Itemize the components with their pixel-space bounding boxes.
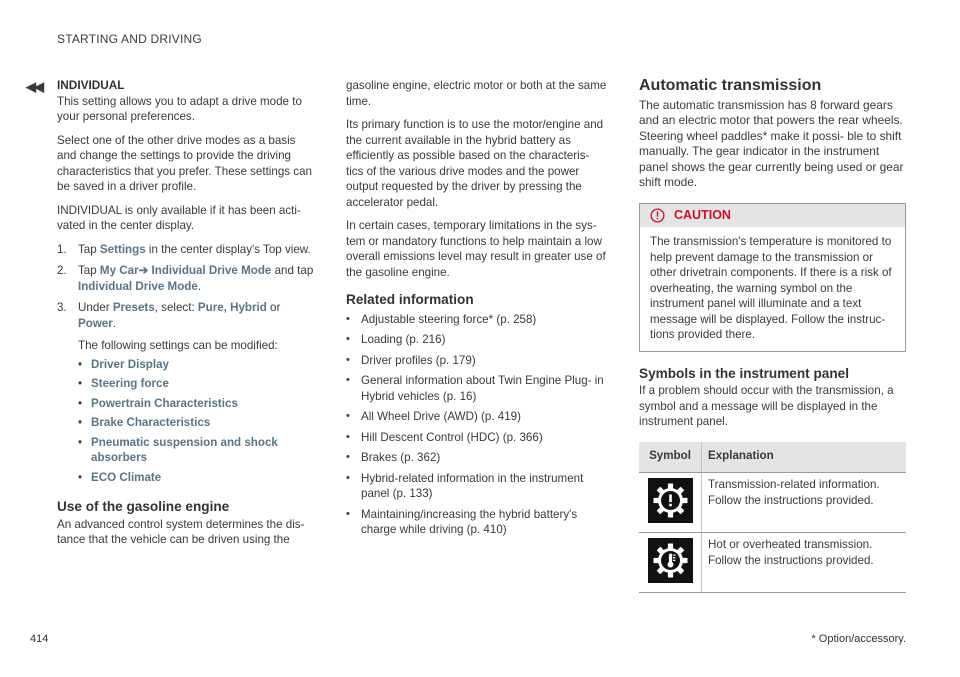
intro-paragraph: The automatic transmission has 8 forward gears and an electric motor that powers the rear wheels. Steering wheel paddles* make it possi- ble to shift manually. The gear indicator in the instrument panel shows the gear currently being used or gear shift mode. [639,97,904,189]
related-link[interactable]: • Driver profiles (p. 179) [346,353,608,369]
table-header-row [639,442,906,473]
my-car-ui-label: My Car [99,264,139,277]
table-row [639,473,906,533]
step-1 [57,242,315,258]
arrow-right-icon: ➔ [138,264,149,277]
explanation-cell: Transmission-related information. Follow the instructions provided. [702,473,907,533]
paragraph: In certain cases, temporary limitations in the sys- tem or mandatory functions to help maintain a low overall emissions level may result in greater use of the gasoline engine. [346,219,606,279]
paragraph: Its primary function is to use the motor/engine and the current available in the hybrid battery as efficiently as possible based on the characteris- tics of the various drive modes and the power output requested by the driver by pressing the accelerator pedal. [346,118,604,209]
page-number: 414 [30,633,49,645]
individual-drive-mode-ui-label: Individual Drive Mode [78,279,198,293]
step-text: Under Presets, select: Pure, Hybrid or Power. The following settings can be modified: • Driver Display • Steering force • Powertrain Characteristics • Brake Characteristics • Pneumatic suspension and shock absorbers • ECO Climate [78,300,315,489]
step-number: 2. [57,264,67,277]
transmission-temperature-icon [648,538,693,583]
paragraph: This setting allows you to adapt a drive mode to your personal preferences. [57,94,302,123]
symbol-cell [639,533,702,593]
related-link[interactable]: • Hybrid-related information in the instrument panel (p. 133) [346,471,608,502]
step-number: 1. [57,242,67,256]
column-3 [639,78,906,593]
setting-item: • Brake Characteristics [78,415,315,431]
header-symbol: Symbol [639,442,702,473]
symbols-intro: If a problem should occur with the transmission, a symbol and a message will be displayed in the instrument panel. [639,384,894,428]
related-link[interactable]: • All Wheel Drive (AWD) (p. 419) [346,409,608,425]
symbol-cell [639,473,702,533]
step-2 [57,263,315,294]
transmission-gear-warning-icon [648,478,693,523]
footnote: * Option/accessory. [811,633,906,645]
steps-list [57,242,315,490]
continued-arrows-icon: ◀◀ [26,79,42,94]
related-information-heading: Related information [346,292,474,307]
gasoline-engine-heading: Use of the gasoline engine [57,499,230,514]
pure-hybrid-ui-label: Pure, Hybrid [197,301,267,314]
running-head: STARTING AND DRIVING [57,32,202,46]
automatic-transmission-heading: Automatic transmission [639,77,822,94]
caution-box [639,203,906,352]
power-ui-label: Power [78,316,113,330]
caution-icon [650,208,665,223]
paragraph: gasoline engine, electric motor or both at the same time. [346,79,607,108]
setting-item: • Pneumatic suspension and shock absorbers [78,435,315,466]
header-explanation: Explanation [702,442,907,473]
related-link[interactable]: • Loading (p. 216) [346,332,608,348]
related-link[interactable]: • General information about Twin Engine Plug- in Hybrid vehicles (p. 16) [346,373,608,404]
step-text: Tap Settings in the center display's Top view. [78,242,311,256]
individual-subhead: INDIVIDUAL [57,78,125,92]
caution-header [640,204,905,228]
paragraph: An advanced control system determines the dis- tance that the vehicle can be driven using the [57,517,305,546]
setting-item: • ECO Climate [78,470,315,486]
related-link[interactable]: • Adjustable steering force* (p. 258) [346,312,608,328]
column-2 [346,78,608,546]
caution-title: CAUTION [674,207,731,222]
step-number: 3. [57,301,67,314]
symbols-table [639,442,906,594]
individual-drive-mode-ui-label: Individual Drive Mode [151,264,272,277]
setting-item: • Driver Display [78,357,315,373]
related-list [346,312,608,538]
step-text: Tap My Car➔ Individual Drive Mode and tap Individual Drive Mode. [78,264,314,293]
setting-item: • Powertrain Characteristics [78,396,315,412]
explanation-cell: Hot or overheated transmission. Follow the instructions provided. [702,533,907,593]
related-link[interactable]: • Maintaining/increasing the hybrid battery's charge while driving (p. 410) [346,507,608,538]
settings-ui-label: Settings [99,242,146,256]
related-link[interactable]: • Hill Descent Control (HDC) (p. 366) [346,430,608,446]
table-row [639,533,906,593]
caution-text: The transmission's temperature is monitored to help prevent damage to the transmission or other drivetrain components. If there is a risk of overheating, the warning symbol on the instrument panel will illuminate and a text message will be displayed. Follow the instruc- tions provided there. [650,235,892,341]
symbols-heading: Symbols in the instrument panel [639,365,849,381]
related-link[interactable]: • Brakes (p. 362) [346,450,608,466]
paragraph: INDIVIDUAL is only available if it has been acti- vated in the center display. [57,203,301,232]
presets-ui-label: Presets [112,301,155,314]
settings-list [78,357,315,486]
paragraph: Select one of the other drive modes as a basis and change the settings to provide the driving characteristics that you prefer. These settings can be saved in a driver profile. [57,133,312,193]
column-1 [57,78,315,548]
step-3 [57,300,315,489]
setting-item: • Steering force [78,376,315,392]
settings-intro: The following settings can be modified: [78,339,278,352]
